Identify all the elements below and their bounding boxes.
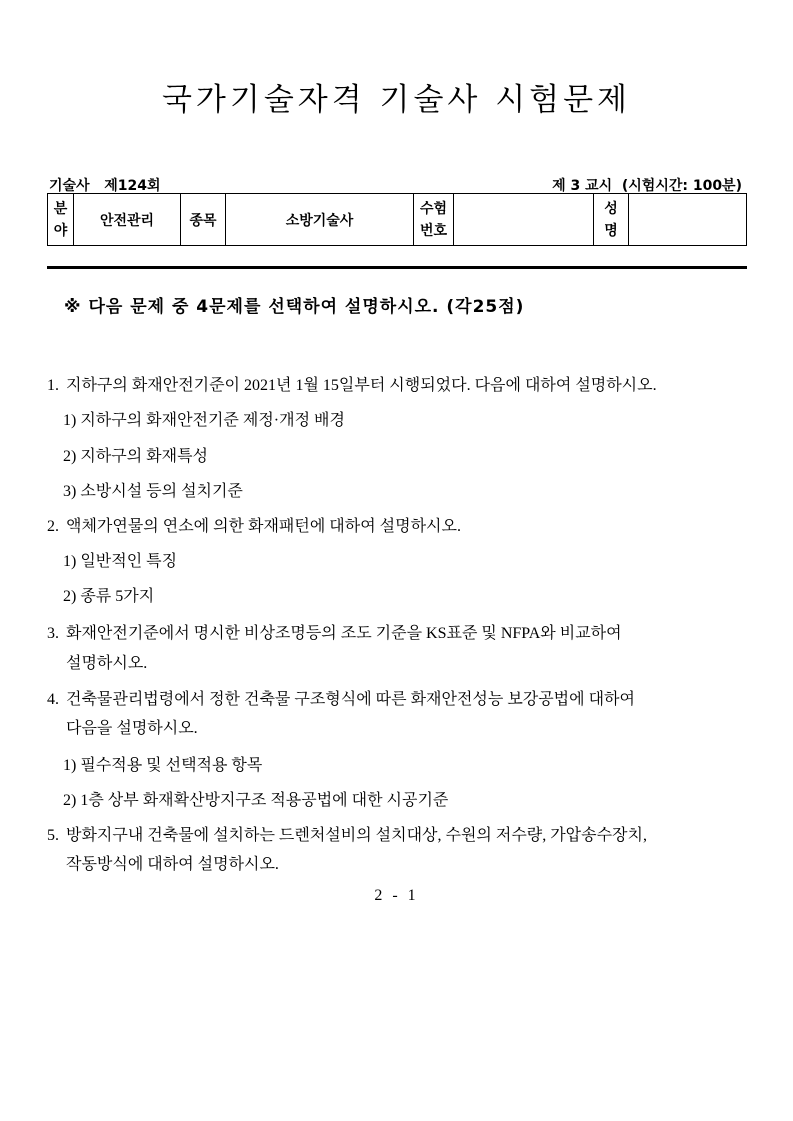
session-info: 제 3 교시 (시험시간: 100분) (552, 178, 742, 194)
exam-number-label-bottom: 번호 (419, 222, 448, 239)
sub-item: 2) 지하구의 화재특성 (63, 448, 208, 465)
name-label-top: 성 (604, 200, 618, 217)
exam-number-label-top: 수험 (419, 200, 448, 217)
question-number: 2. (47, 518, 59, 535)
field-label-bottom: 야 (53, 222, 68, 239)
candidate-info-table (47, 193, 747, 246)
sub-item: 1) 일반적인 특징 (63, 553, 178, 570)
field-label-cell (48, 194, 74, 246)
instruction-text: ※ 다음 문제 중 4문제를 선택하여 설명하시오. (각25점) (64, 297, 525, 317)
category-value: 소방기술사 (226, 194, 414, 246)
question-text: 액체가연물의 연소에 의한 화재패턴에 대하여 설명하시오. (66, 518, 461, 535)
category-label: 종목 (181, 194, 226, 246)
question-text: 방화지구내 건축물에 설치하는 드렌처설비의 설치대상, 수원의 저수량, 가압송수장치, (66, 827, 647, 844)
page-title: 국가기술자격 기술사 시험문제 (161, 82, 631, 118)
question-text-continued: 다음을 설명하시오. (66, 720, 198, 737)
question-1 (47, 372, 752, 395)
exam-number-field[interactable] (454, 194, 594, 246)
question-5 (47, 822, 752, 845)
field-label-top: 분 (53, 200, 68, 217)
question-number: 1. (47, 377, 59, 394)
sub-item: 3) 소방시설 등의 설치기준 (63, 483, 243, 500)
sub-item: 1) 지하구의 화재안전기준 제정·개정 배경 (63, 412, 345, 429)
question-3 (47, 620, 752, 643)
question-number: 3. (47, 625, 59, 642)
name-label-bottom: 명 (604, 222, 618, 239)
sub-item: 2) 종류 5가지 (63, 588, 155, 605)
question-text: 화재안전기준에서 명시한 비상조명등의 조도 기준을 KS표준 및 NFPA와 비교하여 (66, 625, 622, 642)
question-4 (47, 686, 752, 709)
question-number: 4. (47, 691, 59, 708)
field-value: 안전관리 (74, 194, 181, 246)
page-number: 2 - 1 (374, 887, 419, 904)
header-divider (47, 266, 747, 269)
question-text-continued: 작동방식에 대하여 설명하시오. (66, 856, 279, 873)
sub-item: 1) 필수적용 및 선택적용 항목 (63, 757, 263, 774)
question-2 (47, 513, 752, 536)
question-number: 5. (47, 827, 59, 844)
name-field[interactable] (629, 194, 747, 246)
question-text-continued: 설명하시오. (66, 655, 148, 672)
exam-number-label-cell (414, 194, 454, 246)
name-label-cell (594, 194, 629, 246)
question-text: 건축물관리법령에서 정한 건축물 구조형식에 따른 화재안전성능 보강공법에 대하여 (66, 691, 635, 708)
sub-item: 2) 1층 상부 화재확산방지구조 적용공법에 대한 시공기준 (63, 792, 449, 809)
exam-round: 기술사 제124회 (49, 178, 161, 194)
question-text: 지하구의 화재안전기준이 2021년 1월 15일부터 시행되었다. 다음에 대하여 설명하시오. (66, 377, 657, 394)
